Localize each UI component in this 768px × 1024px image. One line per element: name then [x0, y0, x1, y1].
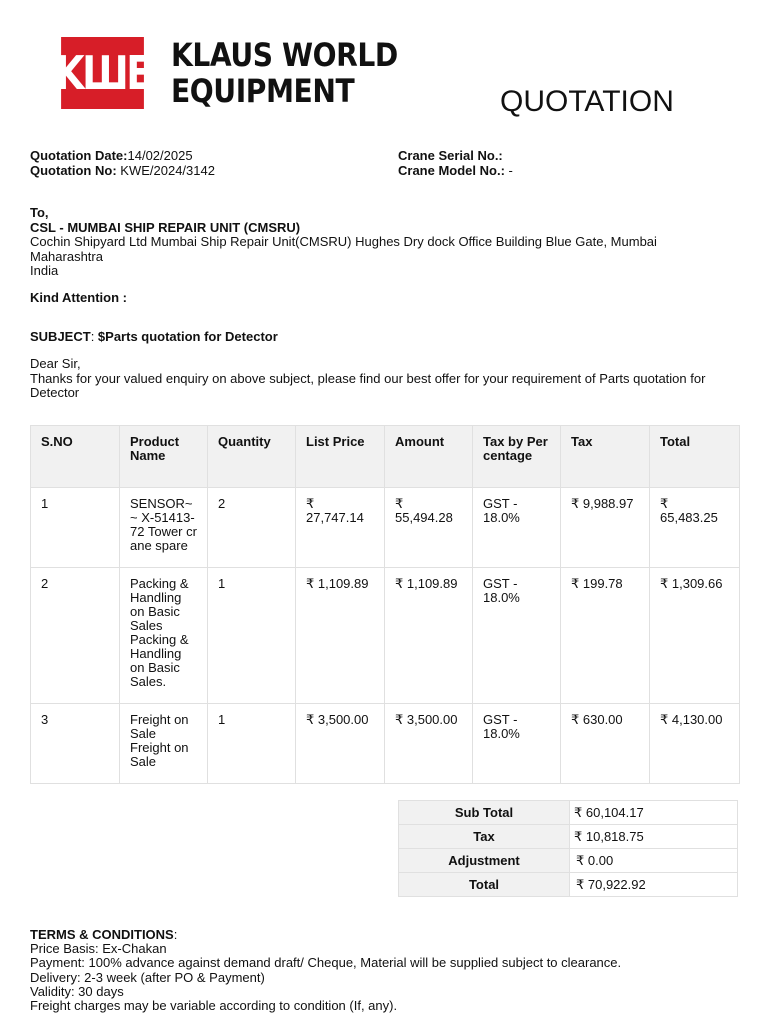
table-header-row — [31, 426, 740, 488]
adjustment-label: Adjustment — [399, 849, 570, 873]
cell-list-price: ₹ 27,747.14 — [296, 488, 385, 568]
crane-model-label: Crane Model No.: — [398, 163, 505, 178]
quotation-no-value: KWE/2024/3142 — [120, 163, 215, 178]
recipient-company: CSL - MUMBAI SHIP REPAIR UNIT (CMSRU) — [30, 219, 301, 235]
recipient-state: Maharashtra — [30, 248, 103, 264]
cell-tax-pct: GST - 18.0% — [473, 488, 561, 568]
totals-table — [398, 800, 738, 897]
header-total: Total — [650, 426, 740, 488]
subject-text: $Parts quotation for Detector — [97, 329, 278, 344]
grand-total-label: Total — [399, 873, 570, 897]
cell-product: Packing & Handling on Basic Sales Packing & Handling on Basic Sales. — [120, 568, 208, 704]
terms-heading: TERMS & CONDITIONS — [30, 927, 174, 942]
cell-tax-pct: GST - 18.0% — [473, 704, 561, 784]
recipient-street: Cochin Shipyard Ltd Mumbai Ship Repair Unit(CMSRU) Hughes Dry dock Office Building Blue Gate, Mumbai — [30, 234, 657, 249]
tax-row — [399, 825, 738, 849]
grand-total-row — [399, 873, 738, 897]
letter-text: Thanks for your valued enquiry on above subject, please find our best offer for your requirement of Parts quotation for Detector — [30, 370, 706, 400]
header-product: Product Name — [120, 426, 208, 488]
header-tax-pct: Tax by Percentage — [473, 426, 561, 488]
cell-total: ₹ 4,130.00 — [650, 704, 740, 784]
adjustment-row — [399, 849, 738, 873]
company-name-line1: KLAUS WORLD — [171, 36, 398, 74]
tax-value: ₹ 10,818.75 — [570, 825, 738, 849]
cell-tax: ₹ 630.00 — [561, 704, 650, 784]
cell-quantity: 1 — [208, 704, 296, 784]
cell-quantity: 1 — [208, 568, 296, 704]
subtotal-label: Sub Total — [399, 801, 570, 825]
quotation-date-value: 14/02/2025 — [127, 148, 193, 163]
crane-serial-label: Crane Serial No.: — [398, 148, 503, 163]
tax-label: Tax — [399, 825, 570, 849]
quotation-date-label: Quotation Date: — [30, 148, 128, 163]
recipient-to: To, — [30, 205, 49, 220]
cell-amount: ₹ 3,500.00 — [385, 704, 473, 784]
cell-tax-pct: GST - 18.0% — [473, 568, 561, 704]
letter-body — [30, 357, 730, 401]
header-amount: Amount — [385, 426, 473, 488]
cell-amount: ₹ 1,109.89 — [385, 568, 473, 704]
company-logo — [52, 37, 429, 109]
terms-price-basis: Price Basis: Ex-Chakan — [30, 941, 167, 957]
recipient-address — [30, 206, 710, 279]
terms-validity: Validity: 30 days — [30, 983, 124, 999]
crane-meta — [398, 148, 513, 178]
cell-amount: ₹ 55,494.28 — [385, 488, 473, 568]
subtotal-row — [399, 801, 738, 825]
document-title: QUOTATION — [500, 85, 674, 118]
cell-tax: ₹ 9,988.97 — [561, 488, 650, 568]
adjustment-value: ₹ 0.00 — [570, 849, 738, 873]
terms-delivery: Delivery: 2-3 week (after PO & Payment) — [30, 969, 265, 985]
logo-mark: KШE — [61, 37, 144, 109]
quotation-meta — [30, 148, 215, 178]
table-row — [31, 704, 740, 784]
grand-total-value: ₹ 70,922.92 — [570, 873, 738, 897]
subject-colon: : — [90, 329, 98, 344]
subtotal-value: ₹ 60,104.17 — [570, 801, 738, 825]
cell-product: Freight on Sale Freight on Sale — [120, 704, 208, 784]
cell-tax: ₹ 199.78 — [561, 568, 650, 704]
header-tax: Tax — [561, 426, 650, 488]
cell-sno: 1 — [31, 488, 120, 568]
cell-sno: 3 — [31, 704, 120, 784]
terms-freight: Freight charges may be variable according to condition (If, any). — [30, 998, 398, 1014]
terms-conditions — [30, 928, 621, 1013]
cell-quantity: 2 — [208, 488, 296, 568]
kind-attention: Kind Attention : — [30, 290, 127, 305]
header-sno: S.NO — [31, 426, 120, 488]
header-quantity: Quantity — [208, 426, 296, 488]
subject-label: SUBJECT — [30, 329, 91, 344]
cell-list-price: ₹ 3,500.00 — [296, 704, 385, 784]
table-row — [31, 488, 740, 568]
cell-list-price: ₹ 1,109.89 — [296, 568, 385, 704]
header-list-price: List Price — [296, 426, 385, 488]
crane-model-value: - — [508, 163, 513, 178]
letter-greeting: Dear Sir, — [30, 356, 81, 371]
company-name-line2: EQUIPMENT — [171, 72, 355, 110]
cell-total: ₹ 65,483.25 — [650, 488, 740, 568]
terms-colon: : — [173, 927, 178, 942]
cell-total: ₹ 1,309.66 — [650, 568, 740, 704]
subject-line — [30, 329, 278, 344]
table-row — [31, 568, 740, 704]
items-table — [30, 425, 740, 784]
recipient-country: India — [30, 263, 59, 278]
quotation-no-label: Quotation No: — [30, 163, 117, 178]
cell-sno: 2 — [31, 568, 120, 704]
company-name — [171, 37, 398, 109]
cell-product: SENSOR~~ X-51413-72 Tower crane spare — [120, 488, 208, 568]
terms-payment: Payment: 100% advance against demand draft/ Cheque, Material will be supplied subject to clearance. — [30, 955, 622, 971]
